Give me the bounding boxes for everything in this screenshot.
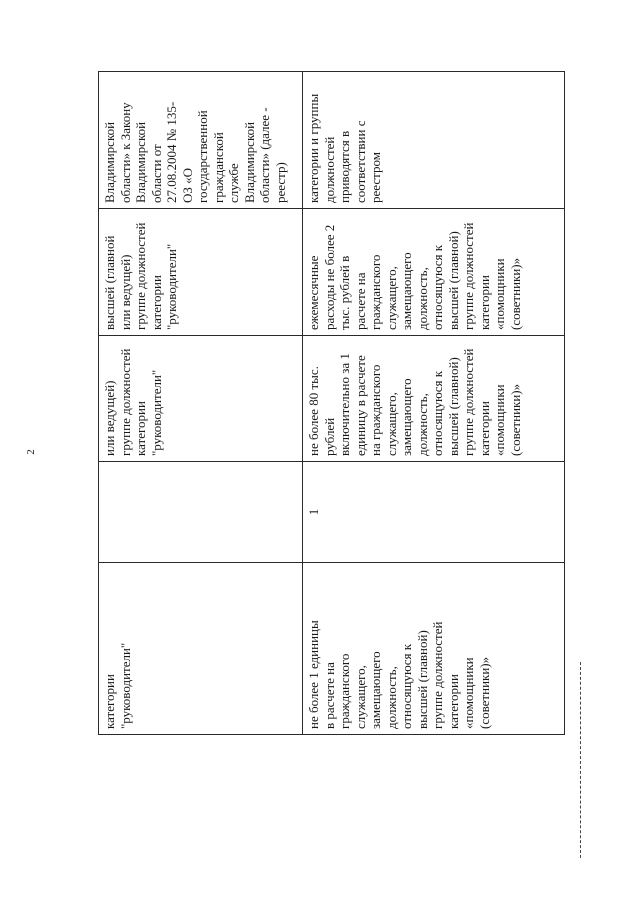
table-cell: высшей (главной или ведущей) группе должностей категории "руководители" bbox=[99, 209, 303, 336]
table-cell: или ведущей) группе должностей категории "руководители" bbox=[99, 336, 303, 462]
document-table bbox=[98, 72, 564, 735]
table-cell: не более 80 тыс. рублей включительно за 1 единицу в расчете на гражданского служащего, замещающего должность, относящуюся к высшей (главной) группе должностей категории «помощники (советники)» bbox=[303, 336, 565, 462]
table-cell: 1 bbox=[303, 462, 565, 563]
table-cell: категории "руководители" bbox=[99, 563, 303, 735]
page-number: 2 bbox=[24, 449, 37, 455]
table-row bbox=[99, 72, 303, 735]
table-row bbox=[303, 72, 565, 735]
table-cell bbox=[99, 462, 303, 563]
table-cell: ежемесячные расходы не более 2 тыс. рублей в расчете на гражданского служащего, замещающего должность, относящуюся к высшей (главной) группе должностей категории «помощники (советники)» bbox=[303, 209, 565, 336]
separator-line bbox=[580, 662, 581, 858]
table-cell: категории и группы должностей приводятся в соответствии с реестром bbox=[303, 72, 565, 209]
table-cell: Владимирской области» к Закону Владимирской области от 27.08.2004 № 135- ОЗ «О государственной гражданской службе Владимирской области» (далее - реестр) bbox=[99, 72, 303, 209]
table-cell: не более 1 единицы в расчете на гражданского служащего, замещающего должность, относящуюся к высшей (главной) группе должностей категории «помощники (советники)» bbox=[303, 563, 565, 735]
rotated-table bbox=[98, 71, 565, 735]
